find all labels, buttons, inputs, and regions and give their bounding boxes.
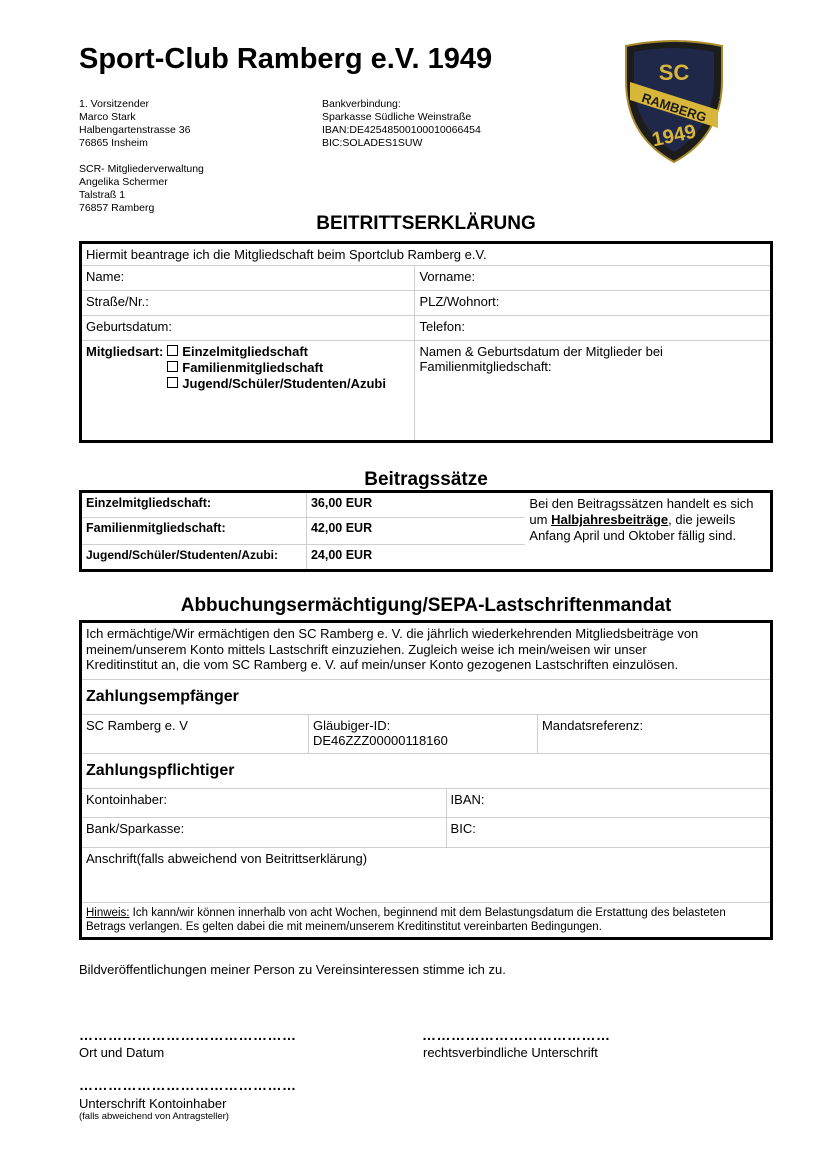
empfaenger-title: Zahlungsempfänger [81, 680, 772, 715]
hinweis: Hinweis: Ich kann/wir können innerhalb von acht Wochen, beginnend mit dem Belastungsdatum die Erstattung des belasteten Betrags verlangen. Es gelten dabei die mit meinem/unserem Kreditinstitut vereinbarten Bedingungen. [81, 903, 772, 939]
club-title: Sport-Club Ramberg e.V. 1949 [79, 43, 493, 75]
glaeubiger-id: DE46ZZZ00000118160 [312, 733, 448, 748]
fee-note: Bei den Beitragssätzen handelt es sich um Halbjahresbeiträge, die jeweils Anfang April und Oktober fällig sind. [525, 492, 771, 571]
kontoinhaber-sig-label: Unterschrift Kontoinhaber [79, 1096, 227, 1111]
checkbox-einzel[interactable] [167, 345, 178, 356]
fee-amount: 42,00 EUR [306, 518, 525, 545]
kontoinhaber-sig-note: (falls abweichend von Antragsteller) [79, 1111, 229, 1122]
logo-ev-text: e.V. [709, 96, 722, 106]
option-einzel[interactable]: Einzelmitgliedschaft [167, 344, 386, 360]
fee-label: Jugend/Schüler/Studenten/Azubi: [81, 545, 307, 571]
kontoinhaber-field[interactable]: Kontoinhaber: [81, 789, 447, 818]
option-familie[interactable]: Familienmitgliedschaft [167, 360, 386, 376]
name-field[interactable]: Name: [81, 266, 415, 291]
unterschrift-line[interactable]: ………………………………… [422, 1027, 611, 1043]
geburtsdatum-field[interactable]: Geburtsdatum: [81, 316, 415, 341]
unterschrift-label: rechtsverbindliche Unterschrift [423, 1045, 598, 1060]
admin-address: SCR- Mitgliederverwaltung Angelika Schermer Talstraß 1 76857 Ramberg [79, 163, 204, 214]
kontoinhaber-sig-line[interactable]: ……………………………………… [79, 1077, 297, 1093]
checkbox-familie[interactable] [167, 361, 178, 372]
fee-amount: 24,00 EUR [306, 545, 525, 571]
mandatsreferenz-field[interactable]: Mandatsreferenz: [537, 715, 771, 754]
anschrift-field[interactable]: Anschrift(falls abweichend von Beitrittserklärung) [81, 848, 772, 903]
fee-label: Familienmitgliedschaft: [81, 518, 307, 545]
ort-datum-line[interactable]: ……………………………………… [79, 1027, 297, 1043]
logo-middle-text: RAMBERG [639, 90, 709, 126]
telefon-field[interactable]: Telefon: [415, 316, 772, 341]
family-members-field[interactable]: Namen & Geburtsdatum der Mitglieder bei Familienmitgliedschaft: [415, 341, 772, 442]
mitgliedsart-cell [81, 341, 415, 442]
fee-amount: 36,00 EUR [306, 492, 525, 518]
bic-field[interactable]: BIC: [446, 818, 771, 848]
chair-address: 1. Vorsitzender Marco Stark Halbengartenstrasse 36 76865 Insheim [79, 98, 191, 149]
ort-datum-label: Ort und Datum [79, 1045, 165, 1060]
sepa-table [79, 620, 773, 940]
mitgliedsart-label: Mitgliedsart: [86, 344, 164, 359]
plz-field[interactable]: PLZ/Wohnort: [415, 291, 772, 316]
sepa-title: Abbuchungsermächtigung/SEPA-Lastschriftenmandat [180, 595, 672, 616]
fee-note-highlight: Halbjahresbeiträge [551, 512, 669, 527]
sepa-text: Ich ermächtige/Wir ermächtigen den SC Ramberg e. V. die jährlich wiederkehrenden Mitgliedsbeiträge von meinem/unserem Konto mittels Lastschrift einzuziehen. Zugleich weise ich mein/weisen wir unser Kreditinstitut an, die vom SC Ramberg e. V. auf mein/unser Konto gezogenen Lastschriften einzulösen. [81, 622, 772, 680]
empfaenger-name: SC Ramberg e. V [81, 715, 309, 754]
beitraege-title: Beitragssätze [364, 469, 488, 490]
strasse-field[interactable]: Straße/Nr.: [81, 291, 415, 316]
beitritt-table [79, 241, 773, 443]
iban-field[interactable]: IBAN: [446, 789, 771, 818]
beitraege-table [79, 490, 773, 572]
pflichtiger-title: Zahlungspflichtiger [81, 754, 772, 789]
option-jugend[interactable]: Jugend/Schüler/Studenten/Azubi [167, 376, 386, 392]
glaeubiger-cell: Gläubiger-ID: DE46ZZZ00000118160 [308, 715, 537, 754]
bank-field[interactable]: Bank/Sparkasse: [81, 818, 447, 848]
beitritt-title: BEITRITTSERKLÄRUNG [316, 213, 536, 234]
vorname-field[interactable]: Vorname: [415, 266, 772, 291]
bank-details: Bankverbindung: Sparkasse Südliche Weinstraße IBAN:DE42548500100010066454 BIC:SOLADES1SUW [322, 98, 481, 149]
beitritt-intro: Hiermit beantrage ich die Mitgliedschaft beim Sportclub Ramberg e.V. [81, 243, 772, 266]
logo-top-text: SC [658, 60, 690, 85]
fee-label: Einzelmitgliedschaft: [81, 492, 307, 518]
club-logo [618, 40, 730, 166]
hinweis-label: Hinweis: [86, 907, 130, 919]
photo-consent: Bildveröffentlichungen meiner Person zu Vereinsinteressen stimme ich zu. [79, 962, 506, 977]
logo-year-text: 1949 [649, 120, 699, 152]
checkbox-jugend[interactable] [167, 377, 178, 388]
